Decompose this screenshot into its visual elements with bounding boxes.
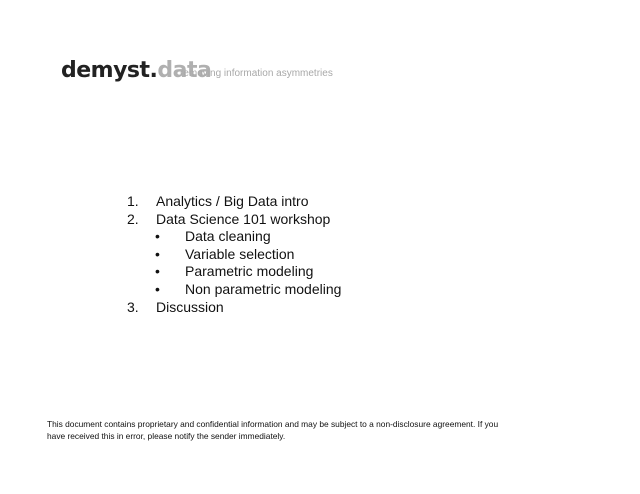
agenda-item-number: 2. — [127, 210, 139, 227]
confidentiality-disclaimer — [47, 418, 567, 442]
agenda-sub-item-text: Parametric modeling — [185, 263, 314, 280]
disclaimer-line: This document contains proprietary and confidential information and may be subject to a non-disclosure agreement. If you — [47, 419, 499, 429]
agenda-item-text: Data Science 101 workshop — [156, 210, 331, 227]
bullet-icon: • — [155, 263, 160, 280]
bullet-icon: • — [155, 228, 160, 245]
agenda-item-text: Analytics / Big Data intro — [156, 193, 309, 209]
agenda-item-number: 1. — [127, 193, 139, 209]
agenda-sub-item-text: Variable selection — [185, 245, 295, 262]
agenda-item-number: 3. — [127, 298, 139, 315]
logo-tagline: removing information asymmetries — [180, 68, 333, 79]
agenda-sub-item-text: Non parametric modeling — [185, 280, 342, 297]
bullet-icon: • — [155, 280, 160, 297]
agenda-sub-item-text: Data cleaning — [185, 228, 271, 245]
agenda-item-text: Discussion — [156, 298, 224, 315]
logo-accent-text: data — [157, 58, 212, 83]
bullet-icon: • — [155, 245, 160, 262]
logo-main-text: demyst. — [61, 58, 158, 83]
disclaimer-line: have received this in error, please notify the sender immediately. — [47, 431, 286, 441]
